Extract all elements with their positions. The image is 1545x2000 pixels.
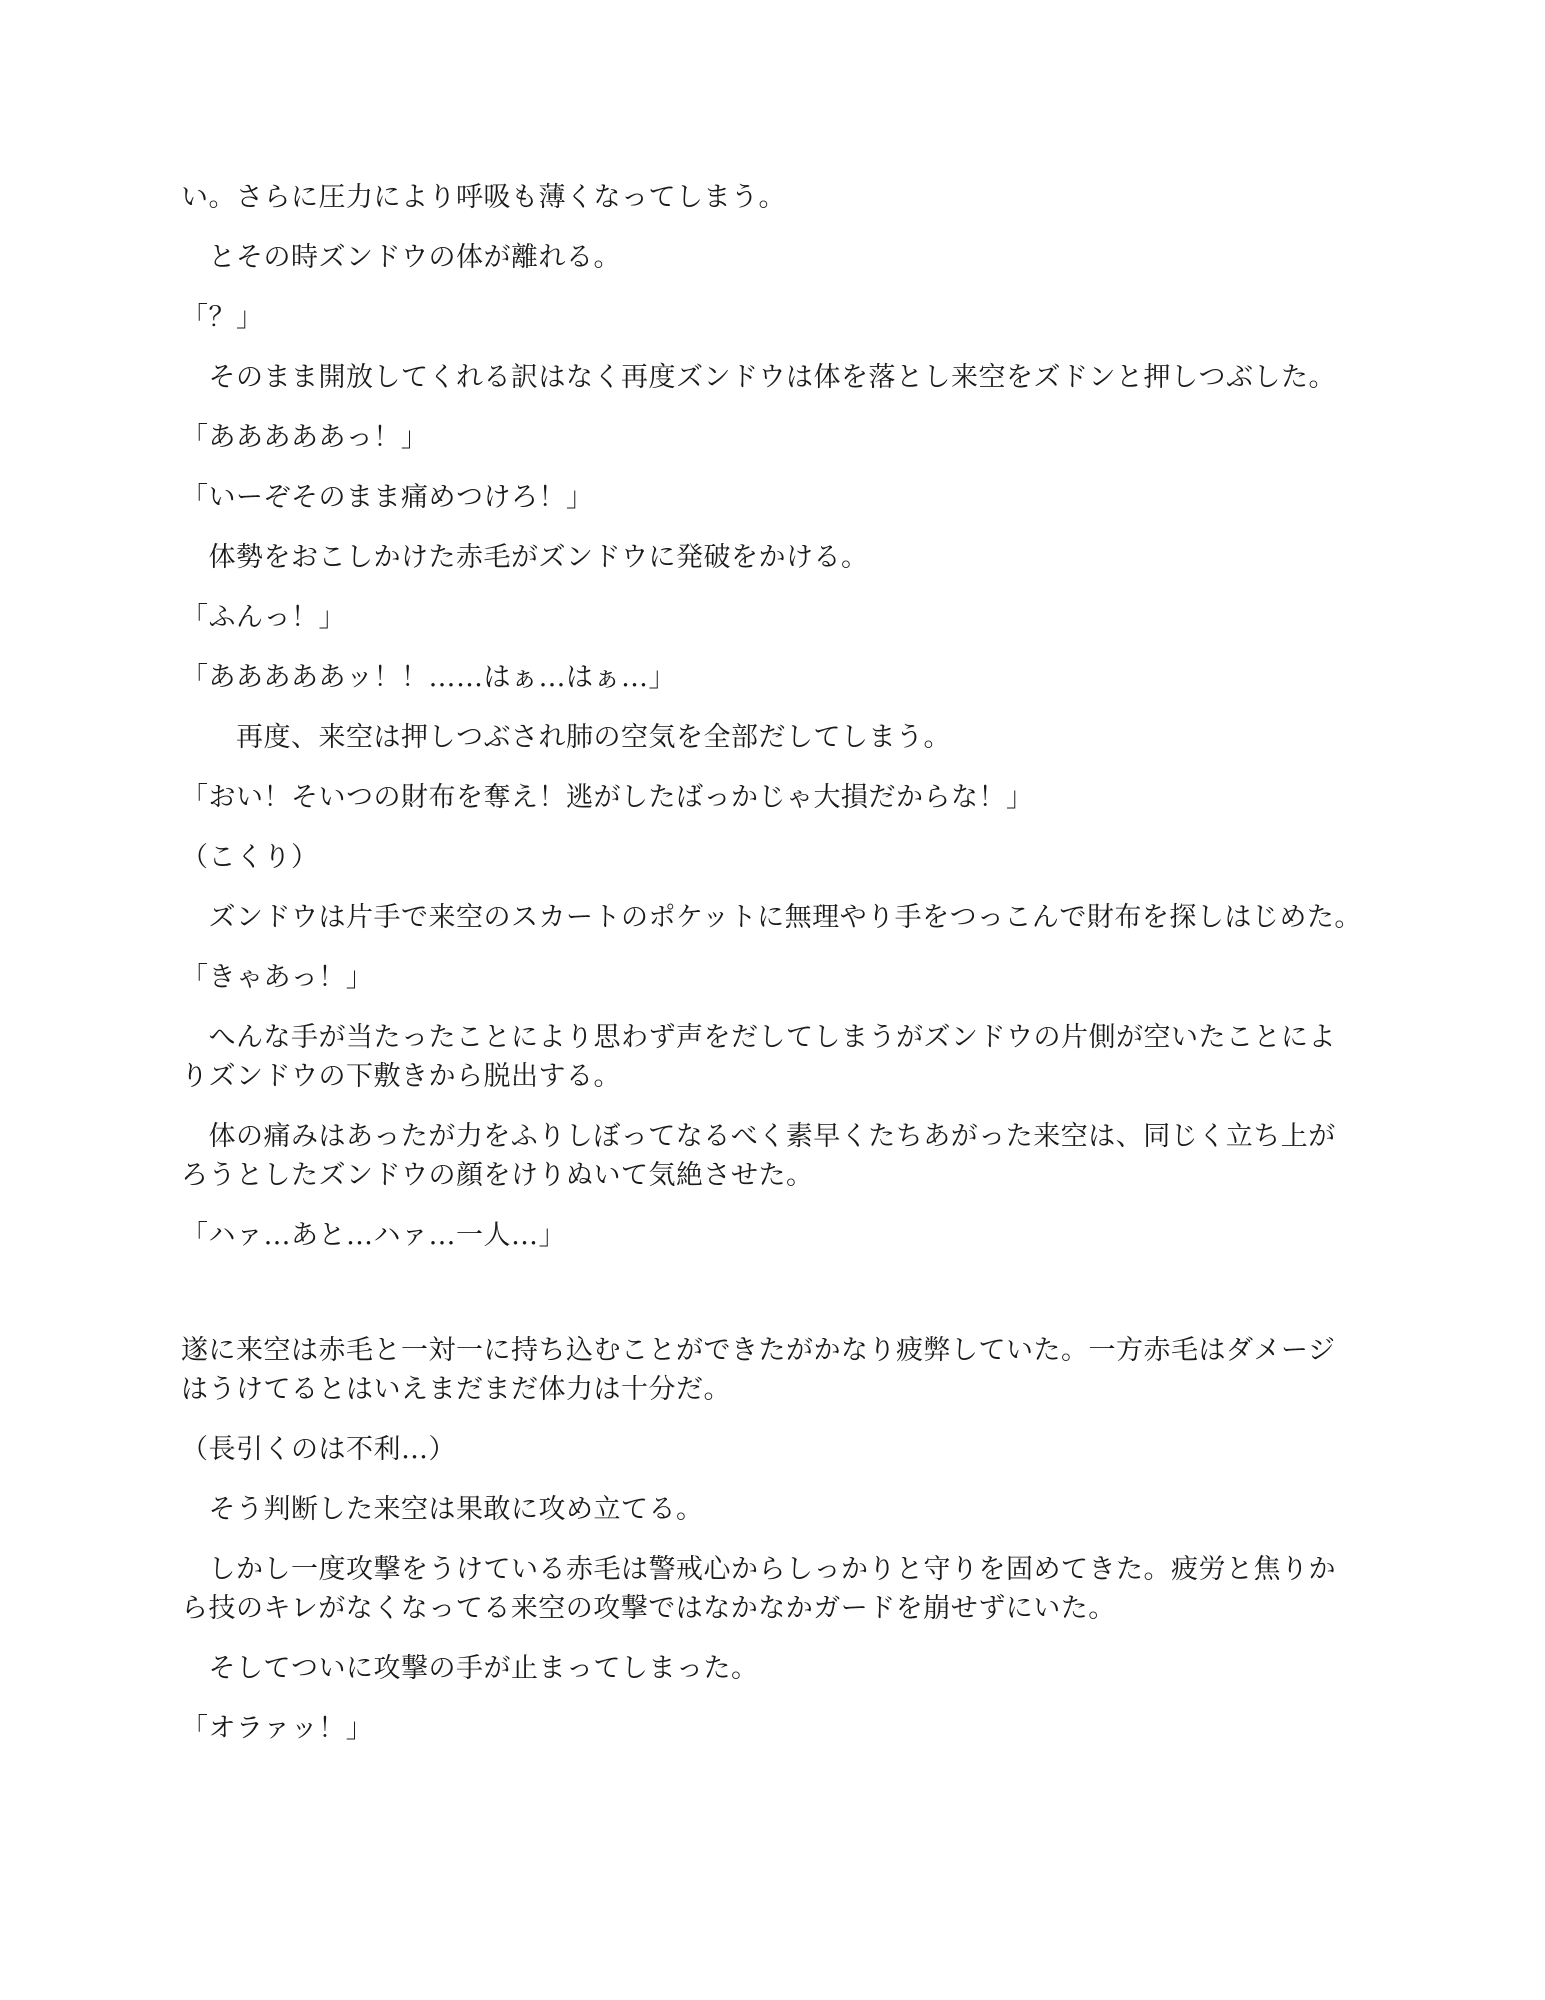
text-line: ら技のキレがなくなってる来空の攻撃ではなかなかガードを崩せずにいた。 xyxy=(181,1593,1116,1624)
text-line: 「？」 xyxy=(181,302,264,333)
text-line: 「あああああッ！！……はぁ…はぁ…」 xyxy=(181,662,676,693)
text-line: しかし一度攻撃をうけている赤毛は警戒心からしっかりと守りを固めてきた。疲労と焦りか xyxy=(181,1554,1336,1585)
text-line: （長引くのは不利…） xyxy=(181,1434,456,1465)
text-line: ろうとしたズンドウの顔をけりぬいて気絶させた。 xyxy=(181,1160,814,1191)
text-line: 「ふんっ！」 xyxy=(181,602,346,633)
text-line: い。さらに圧力により呼吸も薄くなってしまう。 xyxy=(181,182,786,213)
text-line: 再度、来空は押しつぶされ肺の空気を全部だしてしまう。 xyxy=(181,722,951,753)
text-line: 「ハァ…あと…ハァ…一人…」 xyxy=(181,1220,566,1251)
text-line: 体勢をおこしかけた赤毛がズンドウに発破をかける。 xyxy=(181,542,869,573)
text-line: 「オラァッ！」 xyxy=(181,1713,374,1744)
text-line: はうけてるとはいえまだまだ体力は十分だ。 xyxy=(181,1374,731,1405)
text-line: 遂に来空は赤毛と一対一に持ち込むことができたがかなり疲弊していた。一方赤毛はダメージ xyxy=(181,1335,1336,1366)
text-line: とその時ズンドウの体が離れる。 xyxy=(181,242,621,273)
text-line: 「おい！そいつの財布を奪え！逃がしたばっかじゃ大損だからな！」 xyxy=(181,782,1034,813)
text-line: そう判断した来空は果敢に攻め立てる。 xyxy=(181,1494,704,1525)
text-line: りズンドウの下敷きから脱出する。 xyxy=(181,1061,621,1092)
text-line: （こくり） xyxy=(181,842,319,873)
text-line: そのまま開放してくれる訳はなく再度ズンドウは体を落とし来空をズドンと押しつぶした。 xyxy=(181,362,1336,393)
text-line: ズンドウは片手で来空のスカートのポケットに無理やり手をつっこんで財布を探しはじめた。 xyxy=(181,902,1362,933)
text-line: そしてついに攻撃の手が止まってしまった。 xyxy=(181,1653,759,1684)
text-line: へんな手が当たったことにより思わず声をだしてしまうがズンドウの片側が空いたことによ xyxy=(181,1022,1336,1053)
text-line: 「きゃあっ！」 xyxy=(181,962,374,993)
text-line: 体の痛みはあったが力をふりしぼってなるべく素早くたちあがった来空は、同じく立ち上が xyxy=(181,1121,1336,1152)
text-line: 「いーぞそのまま痛めつけろ！」 xyxy=(181,482,594,513)
text-line: 「あああああっ！」 xyxy=(181,422,429,453)
